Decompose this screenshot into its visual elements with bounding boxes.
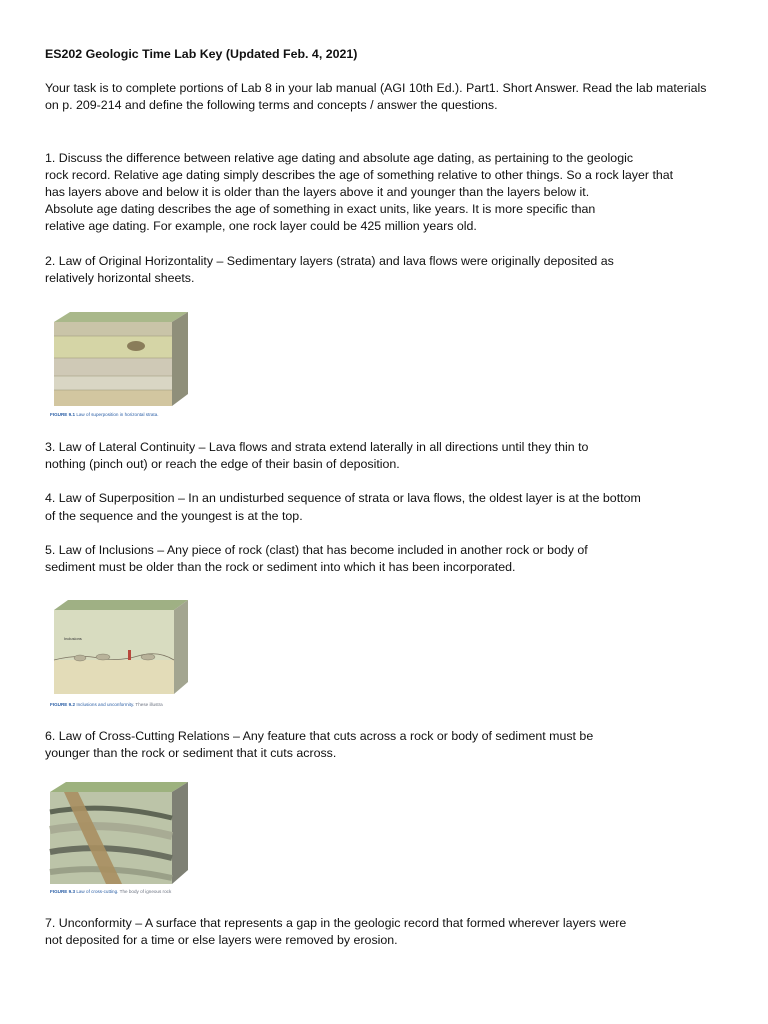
figure-horizontal-strata (48, 308, 193, 417)
cross-cutting-block-diagram (46, 782, 191, 888)
question-4 (45, 490, 735, 524)
figure-1-caption: FIGURE 9.1 Law of superposition in horizontal strata. (50, 412, 159, 417)
document-title: ES202 Geologic Time Lab Key (Updated Feb. 4, 2021) (45, 47, 358, 61)
inclusions-block-diagram (48, 598, 193, 700)
strata-block-diagram (48, 308, 193, 410)
q3-line: 3. Law of Lateral Continuity – Lava flows and strata extend laterally in all directions until they thin to (45, 440, 589, 455)
question-1 (45, 150, 735, 236)
q5-line: sediment must be older than the rock or sediment into which it has been incorporated. (45, 560, 516, 575)
q4-line: 4. Law of Superposition – In an undisturbed sequence of strata or lava flows, the oldest layer is at the bottom (45, 491, 641, 506)
q2-line: relatively horizontal sheets. (45, 270, 195, 285)
intro-line: Your task is to complete portions of Lab 8 in your lab manual (AGI 10th Ed.). Part1. Short Answer. Read the lab materials (45, 81, 707, 96)
q3-line: nothing (pinch out) or reach the edge of their basin of deposition. (45, 457, 400, 472)
q4-line: of the sequence and the youngest is at the top. (45, 508, 303, 523)
q6-line: younger than the rock or sediment that it cuts across. (45, 746, 337, 761)
q5-line: 5. Law of Inclusions – Any piece of rock (clast) that has become included in another rock or body of (45, 542, 588, 557)
intro-line: on p. 209-214 and define the following terms and concepts / answer the questions. (45, 98, 498, 113)
question-5 (45, 542, 735, 576)
figure-inclusions (48, 598, 193, 707)
q1-line: rock record. Relative age dating simply describes the age of something relative to other things. So a rock layer that (45, 167, 674, 182)
figure-cross-cutting (46, 782, 191, 894)
intro-paragraph (45, 80, 735, 114)
inclusions-label: Inclusions (64, 636, 82, 641)
q1-line: has layers above and below it is older than the layers above it and younger than the layers below it. (45, 185, 590, 200)
figure-3-caption: FIGURE 9.3 Law of cross-cutting. The body of igneous rock (50, 889, 172, 894)
q7-line: not deposited for a time or else layers were removed by erosion. (45, 932, 398, 947)
figure-2-caption: FIGURE 9.2 Inclusions and unconformity. These illustra (50, 702, 163, 707)
question-3 (45, 439, 735, 473)
question-2 (45, 253, 735, 287)
q1-line: Absolute age dating describes the age of something in exact units, like years. It is more specific than (45, 202, 596, 217)
question-7 (45, 915, 735, 949)
q7-line: 7. Unconformity – A surface that represents a gap in the geologic record that formed wherever layers were (45, 915, 627, 930)
question-6 (45, 728, 735, 762)
q1-line: 1. Discuss the difference between relative age dating and absolute age dating, as pertaining to the geologic (45, 150, 634, 165)
q1-line: relative age dating. For example, one rock layer could be 425 million years old. (45, 219, 477, 234)
q2-line: 2. Law of Original Horizontality – Sedimentary layers (strata) and lava flows were originally deposited as (45, 253, 614, 268)
q6-line: 6. Law of Cross-Cutting Relations – Any feature that cuts across a rock or body of sediment must be (45, 729, 594, 744)
